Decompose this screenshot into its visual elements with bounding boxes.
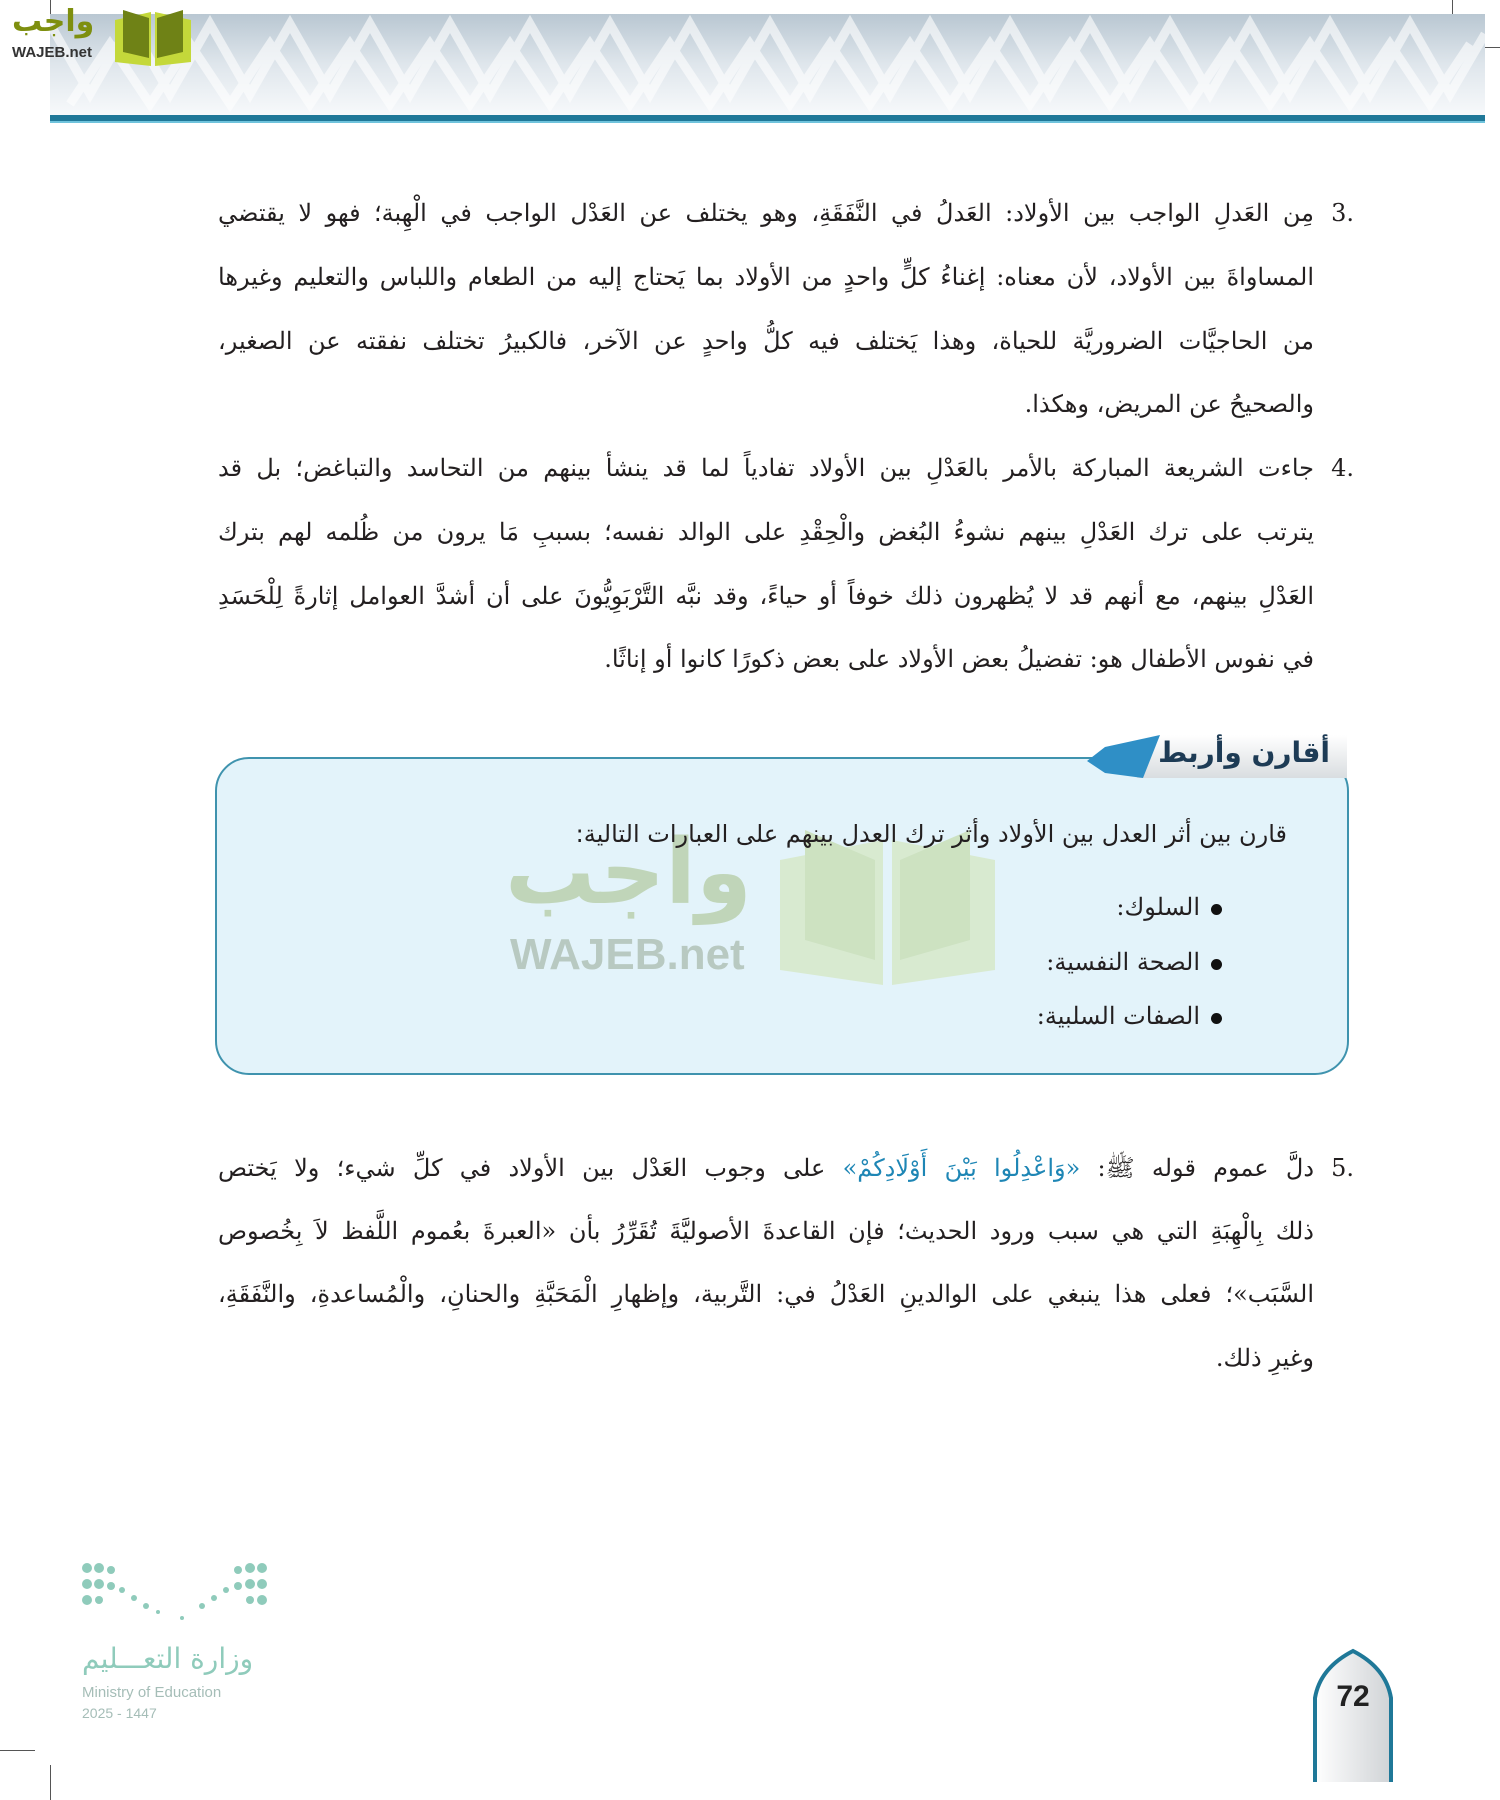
paragraph-line: العَدْلِ بينهم، مع أنهم قد لا يُظهرون ذلك خوفاً أو حياءً، وقد نبَّه التَّرْبَوِيُّونَ على أن أشدَّ العوامل إثارةً لِلْحَسَدِ xyxy=(218,582,1314,610)
item-number: 4. xyxy=(1331,454,1354,482)
page-number-tab xyxy=(1312,1648,1394,1782)
crop-mark xyxy=(50,1765,51,1800)
ministry-dots-icon xyxy=(82,1560,272,1630)
activity-item: السلوك: xyxy=(1116,893,1200,921)
header-banner xyxy=(50,14,1485,115)
bullet-icon xyxy=(1211,904,1222,915)
paragraph-line: والصحيحُ عن المريض، وهكذا. xyxy=(1024,390,1314,418)
activity-item: الصفات السلبية: xyxy=(1036,1002,1200,1030)
activity-prompt: قارن بين أثر العدل بين الأولاد وأثر ترك العدل بينهم على العبارات التالية: xyxy=(575,820,1287,848)
ministry-logo xyxy=(82,1560,272,1721)
paragraph-line: ذلك بِالْهِبَةِ التي هي سبب ورود الحديث؛ فإن القاعدةَ الأصوليَّةَ تُقَرِّرُ بأن «العبرةَ بعُموم اللَّفظ لاَ بِخُصوص xyxy=(218,1217,1314,1245)
bullet-icon xyxy=(1211,1013,1222,1024)
logo-arabic: واجب xyxy=(12,4,95,39)
paragraph-line: مِن العَدلِ الواجب بين الأولاد: العَدلُ في النَّفَقَةِ، وهو يختلف عن العَدْل الواجب في الْهِبة؛ فهو لا يقتضي xyxy=(218,199,1314,227)
watermark-latin: WAJEB.net xyxy=(510,930,745,979)
pattern-decoration xyxy=(50,14,1485,115)
paragraph-line: السَّبَب»؛ فعلى هذا ينبغي على الوالدينِ العَدْلُ في: التَّربية، وإظهارِ الْمَحَبَّةِ والحنانِ، والْمُساعدةِ، والنَّفَقَةِ، xyxy=(218,1280,1314,1308)
watermark-arabic: واجب xyxy=(505,820,752,925)
header-rule xyxy=(50,115,1485,123)
bullet-icon xyxy=(1211,959,1222,970)
item-number: 5. xyxy=(1331,1154,1354,1182)
crop-mark xyxy=(0,1750,35,1751)
paragraph-line: وغيرِ ذلك. xyxy=(1215,1344,1314,1372)
paragraph-line: من الحاجيَّات الضروريَّة للحياة، وهذا يَختلف فيه كلُّ واحدٍ عن الآخر، فالكبيرُ تختلف نفقته عن الصغير، xyxy=(218,327,1314,355)
ministry-year: 2025 - 1447 xyxy=(82,1705,157,1721)
hadith-quote: «وَاعْدِلُوا بَيْنَ أَوْلَادِكُمْ» xyxy=(842,1154,1081,1182)
paragraph-line: المساواةَ بين الأولاد، لأن معناه: إغناءُ كلٍّ واحدٍ من الأولاد بما يَحتاج إليه من الطعام واللباس والتعليم وغيرها xyxy=(218,263,1314,291)
ministry-english: Ministry of Education xyxy=(82,1684,222,1701)
item-number: 3. xyxy=(1331,199,1354,227)
paragraph-line: جاءت الشريعة المباركة بالأمر بالعَدْلِ بين الأولاد تفادياً لما قد ينشأ بينهم من التحاسد والتباغض؛ بل قد xyxy=(218,454,1314,482)
paragraph-line: في نفوس الأطفال هو: تفضيلُ بعض الأولاد على بعض ذكورًا كانوا أو إناثًا. xyxy=(604,645,1314,673)
ministry-arabic: وزارة التعـــليم xyxy=(82,1642,254,1675)
logo-latin: WAJEB.net xyxy=(12,44,93,61)
wajeb-logo[interactable] xyxy=(8,4,193,66)
paragraph-line: يترتب على ترك العَدْلِ بينهم نشوءُ البُغض والْحِقْدِ على الوالد نفسه؛ بسببِ مَا يرون من ظُلمه لهم بترك xyxy=(218,518,1314,546)
activity-item: الصحة النفسية: xyxy=(1046,948,1200,976)
book-icon xyxy=(113,6,193,68)
page-number: 72 xyxy=(1336,1680,1370,1713)
paragraph-line xyxy=(218,1148,1314,1188)
activity-title: أقارن وأربط xyxy=(1158,736,1330,769)
line-text: دلَّ عموم قوله ﷺ: xyxy=(1080,1154,1315,1182)
line-text: على وجوب العَدْل بين الأولاد في كلِّ شيء؛ ولا يَختص xyxy=(218,1154,843,1182)
